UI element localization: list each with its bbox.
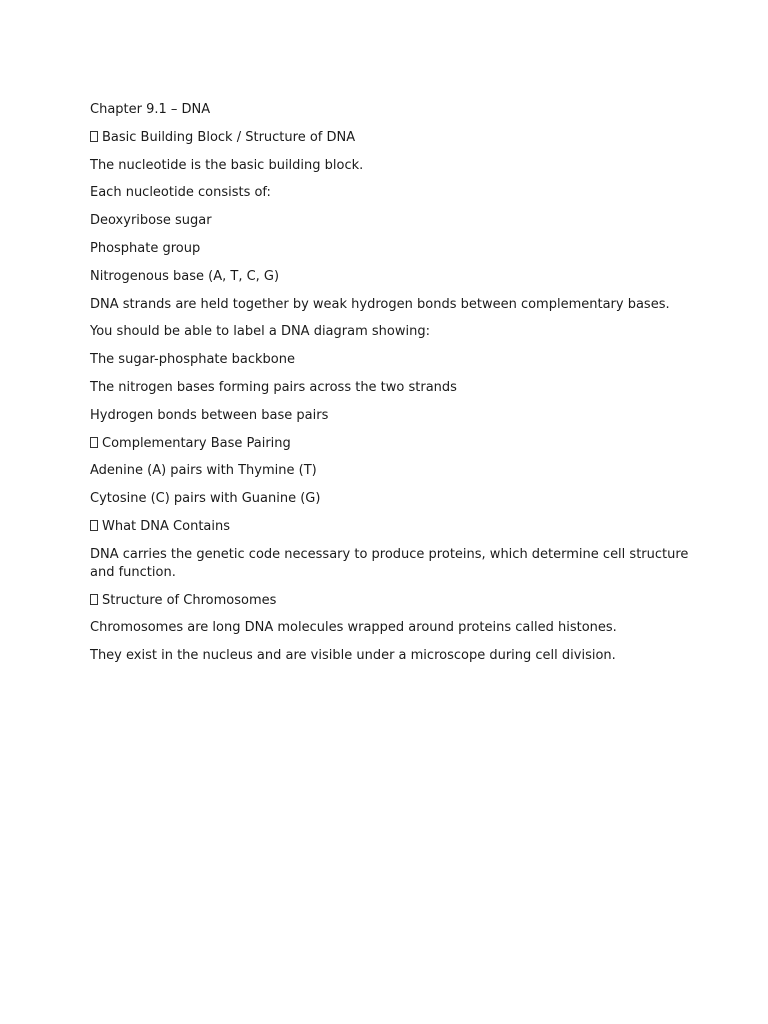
body-line: Each nucleotide consists of: bbox=[90, 185, 271, 201]
body-line: Chromosomes are long DNA molecules wrapped around proteins called histones. bbox=[90, 620, 617, 636]
missing-glyph-icon bbox=[90, 437, 98, 448]
body-line: DNA strands are held together by weak hydrogen bonds between complementary bases. bbox=[90, 296, 670, 312]
missing-glyph-icon bbox=[90, 131, 98, 142]
section-heading bbox=[90, 129, 690, 147]
body-line: Adenine (A) pairs with Thymine (T) bbox=[90, 463, 317, 479]
body-line: The nucleotide is the basic building block. bbox=[90, 157, 364, 173]
section-heading-text: Complementary Base Pairing bbox=[102, 435, 291, 451]
body-line: Deoxyribose sugar bbox=[90, 213, 212, 229]
body-line: The nitrogen bases forming pairs across the two strands bbox=[90, 379, 457, 395]
section-heading bbox=[90, 592, 690, 610]
section-heading bbox=[90, 435, 690, 453]
body-line: Nitrogenous base (A, T, C, G) bbox=[90, 268, 280, 284]
body-line: Cytosine (C) pairs with Guanine (G) bbox=[90, 491, 321, 507]
section-heading-text: What DNA Contains bbox=[102, 518, 231, 534]
section-heading-text: Structure of Chromosomes bbox=[102, 592, 277, 608]
body-line: Phosphate group bbox=[90, 240, 201, 256]
body-line: You should be able to label a DNA diagram showing: bbox=[90, 324, 430, 340]
document-body bbox=[90, 101, 690, 675]
missing-glyph-icon bbox=[90, 594, 98, 605]
body-line: The sugar-phosphate backbone bbox=[90, 352, 295, 368]
document-title: Chapter 9.1 – DNA bbox=[90, 102, 211, 117]
section-heading-text: Basic Building Block / Structure of DNA bbox=[102, 129, 356, 145]
body-line: Hydrogen bonds between base pairs bbox=[90, 407, 329, 423]
body-line: They exist in the nucleus and are visible under a microscope during cell division. bbox=[90, 648, 616, 664]
body-paragraph: DNA carries the genetic code necessary to produce proteins, which determine cell structure and function. bbox=[90, 546, 689, 580]
section-heading bbox=[90, 518, 690, 536]
missing-glyph-icon bbox=[90, 520, 98, 531]
